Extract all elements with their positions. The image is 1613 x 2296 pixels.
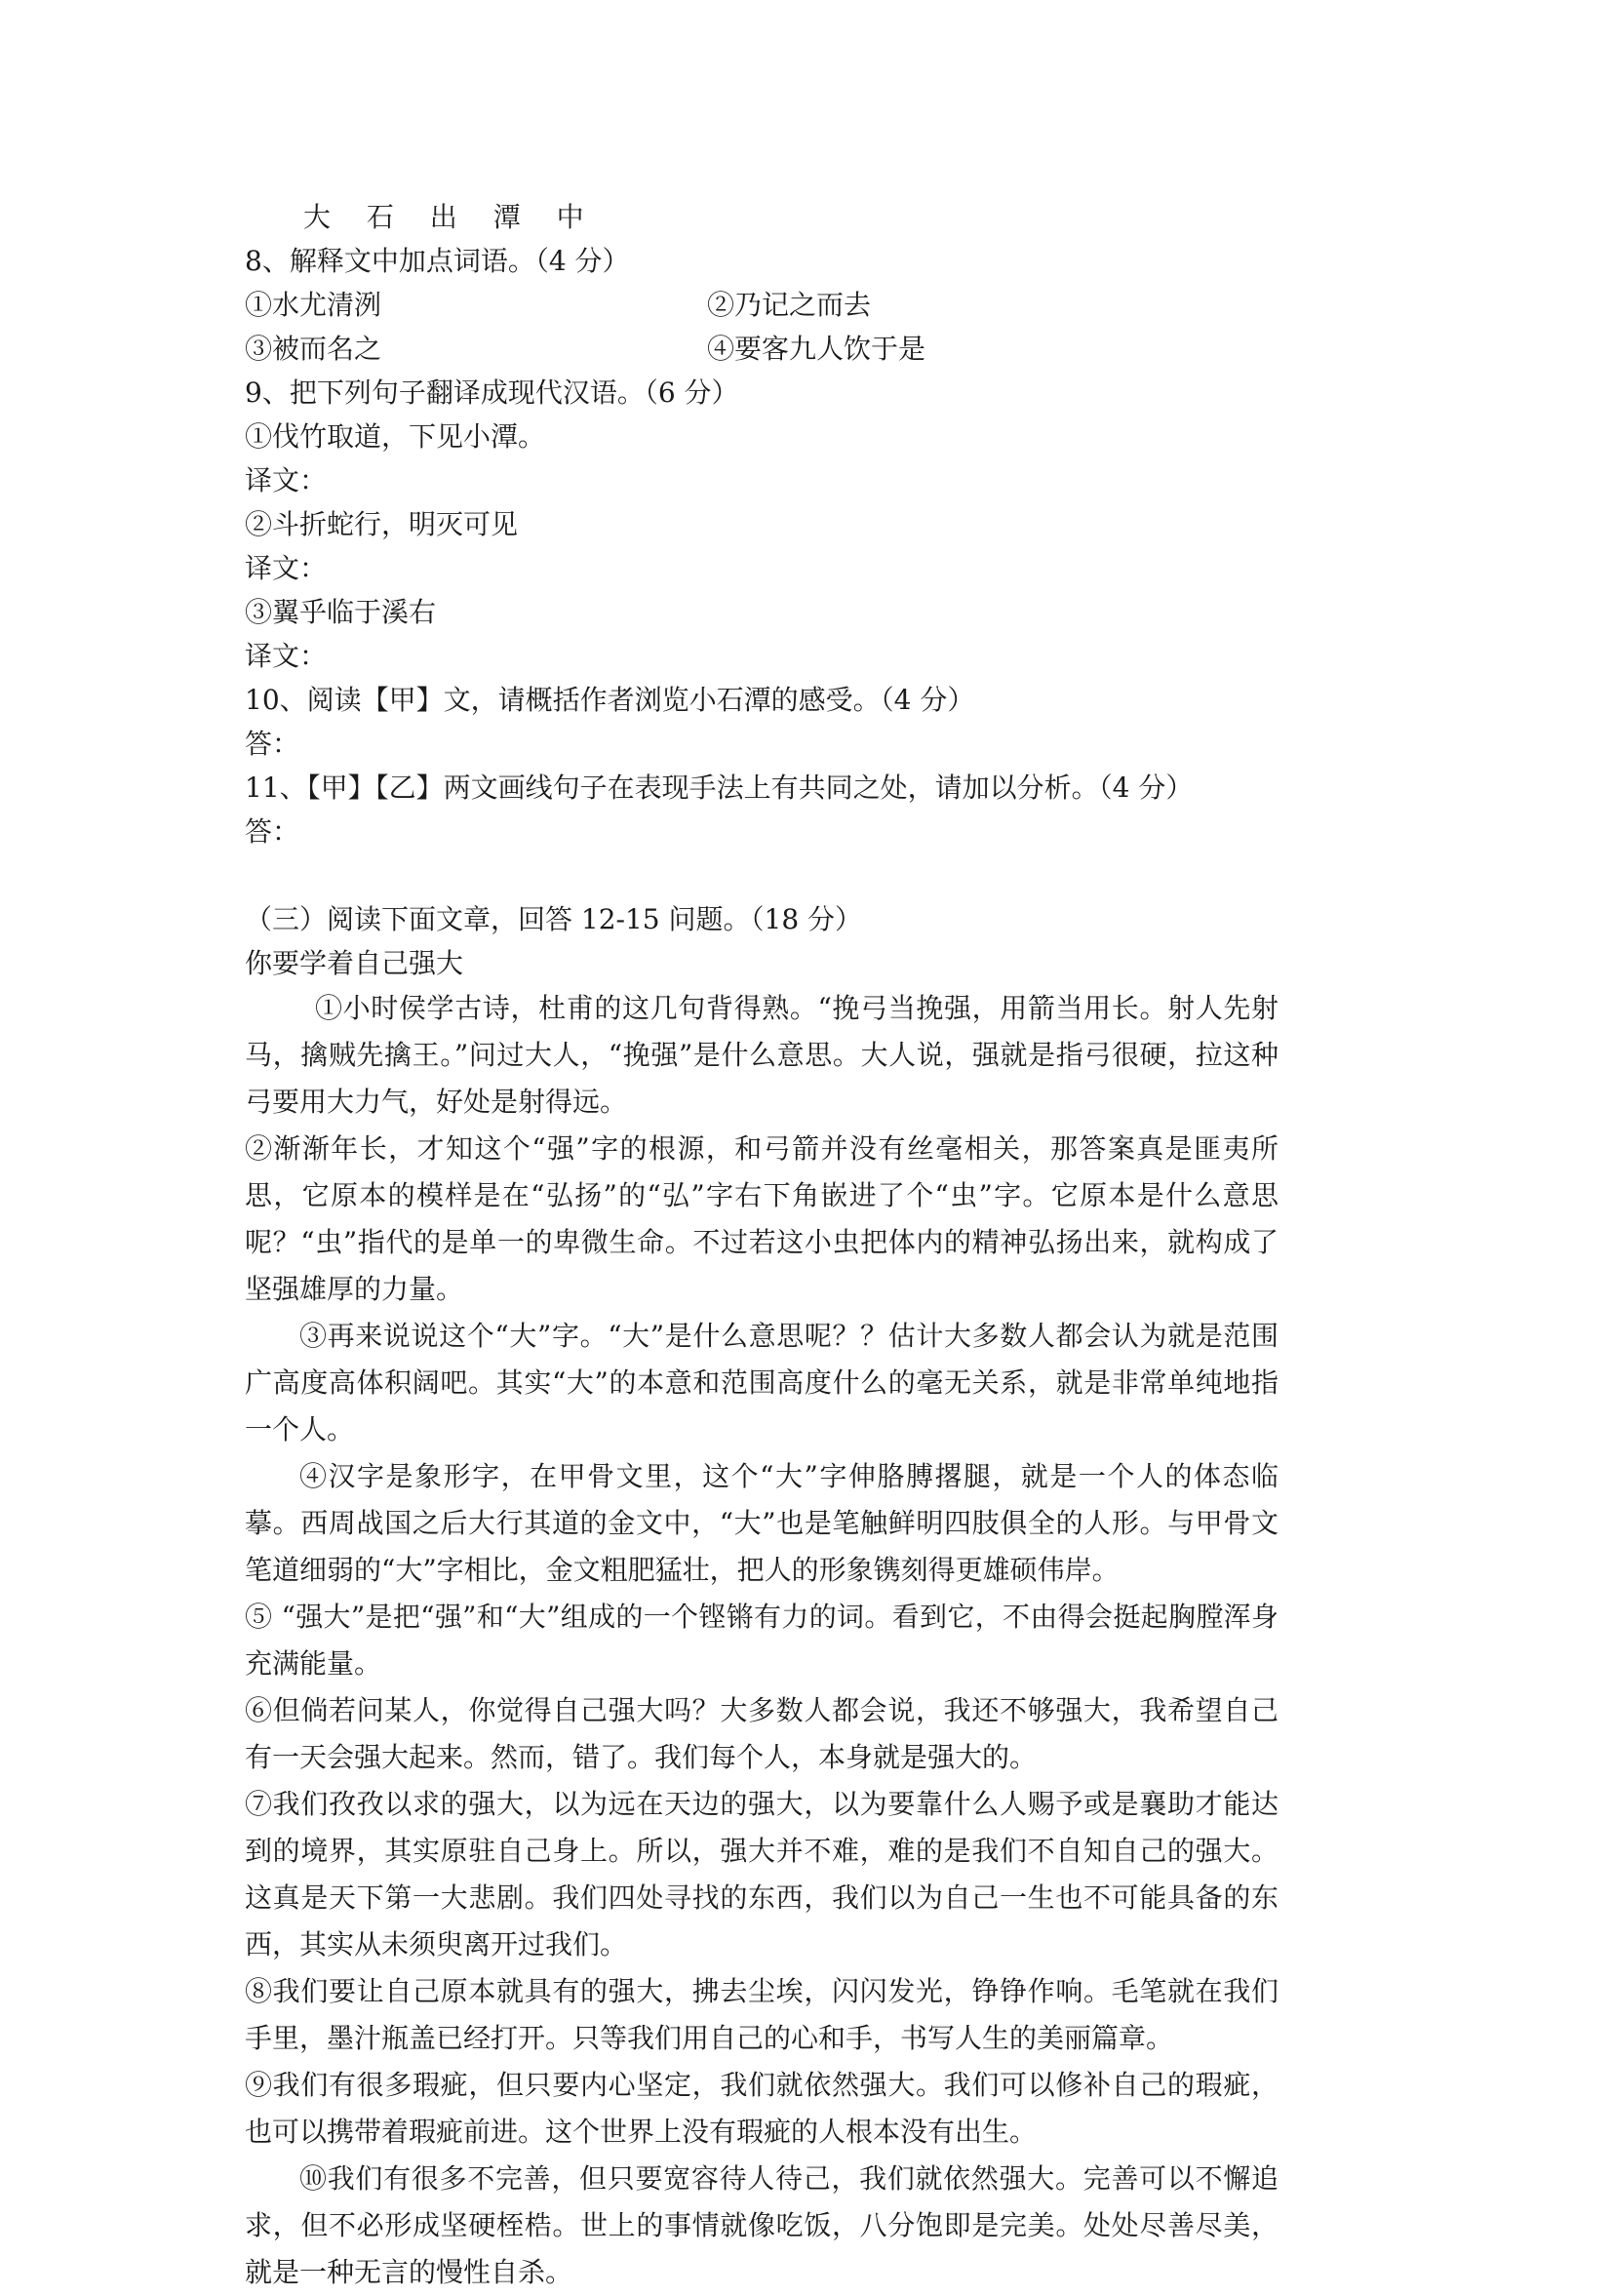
q9-sentence-2: ②斗折蛇行，明灭可见: [245, 508, 519, 540]
article-paragraph-2: ②渐渐年长，才知这个“强”字的根源，和弓箭并没有丝毫相关，那答案真是匪夷所思，它原本的模样是在“弘扬”的“弘”字右下角嵌进了个“虫”字。它原本是什么意思呢？“虫”指代的是单一的卑微生命。不过若这小虫把体内的精神弘扬出来，就构成了坚强雄厚的力量。: [245, 1132, 1279, 1305]
article-paragraph-7: ⑦我们孜孜以求的强大，以为远在天边的强大，以为要靠什么人赐予或是襄助才能达到的境界，其实原驻自己身上。所以，强大并不难，难的是我们不自知自己的强大。这真是天下第一大悲剧。我们四处寻找的东西，我们以为自己一生也不可能具备的东西，其实从未须臾离开过我们。: [245, 1788, 1279, 1960]
article-paragraph-4: ④汉字是象形字，在甲骨文里，这个“大”字伸胳膊撂腿，就是一个人的体态临摹。西周战国之后大行其道的金文中，“大”也是笔触鲜明四肢俱全的人形。与甲骨文笔道细弱的“大”字相比，金文粗肥猛壮，把人的形象镌刻得更雄硕伟岸。: [245, 1460, 1279, 1586]
q11-title: 11、【甲】【乙】两文画线句子在表现手法上有共同之处，请加以分析。（4 分）: [245, 772, 1194, 804]
article-title: 你要学着自己强大: [245, 947, 464, 979]
q8-item: ④要客九人饮于是: [707, 333, 926, 365]
spacer: [245, 853, 1279, 897]
article-paragraph-1: ①小时侯学古诗，杜甫的这几句背得熟。“挽弓当挽强，用箭当用长。射人先射马，擒贼先擒王。”问过大人，“挽强”是什么意思。大人说，强就是指弓很硬，拉这种弓要用大力气，好处是射得远。: [245, 992, 1279, 1118]
article-paragraph-8: ⑧我们要让自己原本就具有的强大，拂去尘埃，闪闪发光，铮铮作响。毛笔就在我们手里，墨汁瓶盖已经打开。只等我们用自己的心和手，书写人生的美丽篇章。: [245, 1975, 1279, 2054]
section3-title: （三）阅读下面文章，回答 12-15 问题。（18 分）: [245, 903, 863, 935]
q9-answer-label: 译文：: [245, 552, 328, 584]
article-paragraph-9: ⑨我们有很多瑕疵，但只要内心坚定，我们就依然强大。我们可以修补自己的瑕疵，也可以携带着瑕疵前进。这个世界上没有瑕疵的人根本没有出生。: [245, 2069, 1279, 2148]
q10-title: 10、阅读【甲】文，请概括作者浏览小石潭的感受。（4 分）: [245, 684, 975, 716]
q9-title: 9、把下列句子翻译成现代汉语。（6 分）: [245, 376, 739, 409]
q9-answer-label: 译文：: [245, 640, 328, 672]
q8-item: ③被而名之: [245, 333, 382, 365]
q8-row-1: [245, 283, 1279, 327]
q11-answer-label: 答：: [245, 815, 300, 848]
q8-row-2: [245, 327, 1279, 371]
article-paragraph-3: ③再来说说这个“大”字。“大”是什么意思呢？？估计大多数人都会认为就是范围广高度高体积阔吧。其实“大”的本意和范围高度什么的毫无关系，就是非常单纯地指一个人。: [245, 1320, 1279, 1445]
q8-title: 8、解释文中加点词语。（4 分）: [245, 245, 630, 277]
q10-answer-label: 答：: [245, 728, 300, 760]
q9-sentence-1: ①伐竹取道，下见小潭。: [245, 420, 546, 453]
q8-item: ②乃记之而去: [707, 289, 872, 321]
article-paragraph-10: ⑩我们有很多不完善，但只要宽容待人待己，我们就依然强大。完善可以不懈追求，但不必形成坚硬桎梏。世上的事情就像吃饭，八分饱即是完美。处处尽善尽美，就是一种无言的慢性自杀。: [245, 2162, 1279, 2288]
q9-sentence-3: ③翼乎临于溪右: [245, 596, 437, 628]
article-paragraph-5: ⑤ “强大”是把“强”和“大”组成的一个铿锵有力的词。看到它，不由得会挺起胸膛浑身充满能量。: [245, 1601, 1279, 1680]
q8-item: ①水尤清洌: [245, 289, 382, 321]
poem-line: 大 石 出 潭 中: [303, 201, 598, 233]
q9-answer-label: 译文：: [245, 464, 328, 496]
article-paragraph-6: ⑥但倘若问某人，你觉得自己强大吗？大多数人都会说，我还不够强大，我希望自己有一天会强大起来。然而，错了。我们每个人，本身就是强大的。: [245, 1694, 1279, 1773]
document-content: [245, 195, 1279, 2296]
